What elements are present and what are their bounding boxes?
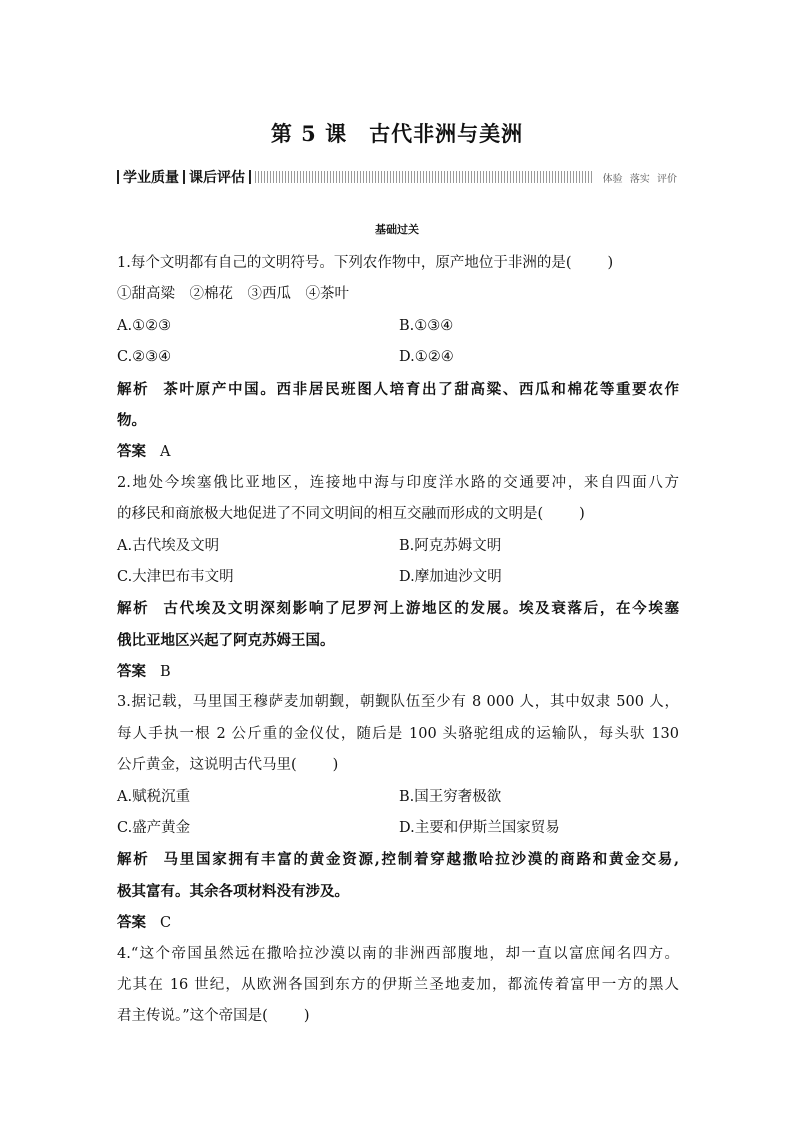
option-row xyxy=(117,531,679,562)
section-title: 基础过关 xyxy=(375,223,419,236)
analysis-text: 解析 马里国家拥有丰富的黄金资源,控制着穿越撒哈拉沙漠的商路和黄金交易, xyxy=(117,851,680,869)
answer-value: B xyxy=(160,664,171,681)
option-b: B.阿克苏姆文明 xyxy=(399,537,502,554)
answer-line: 答案 B xyxy=(117,663,171,681)
option-c: C.盛产黄金 xyxy=(117,820,191,837)
banner-label-review: 课后评估 xyxy=(189,170,245,186)
banner-pattern xyxy=(255,171,593,183)
question-stem: 2.地处今埃塞俄比亚地区，连接地中海与印度洋水路的交通要冲，来自四面八方 xyxy=(117,474,679,491)
page-title xyxy=(0,118,794,148)
analysis-text: 解析 茶叶原产中国。西非居民班图人培育出了甜高粱、西瓜和棉花等重要农作 xyxy=(117,380,680,398)
option-row xyxy=(117,562,679,593)
option-a: A.赋税沉重 xyxy=(117,788,191,805)
banner-tag: 评价 xyxy=(657,173,677,185)
option-row xyxy=(117,311,679,342)
answer-line: 答案 A xyxy=(117,443,171,461)
banner-divider xyxy=(249,170,251,184)
question-stem: 尤其在 16 世纪，从欧洲各国到东方的伊斯兰圣地麦加，都流传着富甲一方的黑人 xyxy=(117,976,679,993)
analysis-text: 俄比亚地区兴起了阿克苏姆王国。 xyxy=(117,631,335,649)
option-b: B.国王穷奢极欲 xyxy=(399,788,502,805)
option-a: A.古代埃及文明 xyxy=(117,537,220,554)
option-row xyxy=(117,342,679,373)
answer-value: C xyxy=(160,915,172,932)
analysis-text: 物。 xyxy=(117,411,146,429)
answer-line: 答案 C xyxy=(117,914,172,932)
question-stem: 1.每个文明都有自己的文明符号。下列农作物中，原产地位于非洲的是( ) xyxy=(117,255,614,271)
analysis-text: 极其富有。其余各项材料没有涉及。 xyxy=(117,882,349,900)
question-stem: 君主传说。”这个帝国是( ) xyxy=(117,1008,310,1025)
lesson-name: 古代非洲与美洲 xyxy=(369,121,524,146)
option-b: B.①③④ xyxy=(399,317,454,334)
answer-value: A xyxy=(160,444,171,461)
banner-tag: 体验 xyxy=(602,173,623,185)
option-c: C.②③④ xyxy=(117,349,172,366)
banner-tag: 落实 xyxy=(629,173,650,185)
option-d: D.①②④ xyxy=(399,349,454,366)
analysis-text: 解析 古代埃及文明深刻影响了尼罗河上游地区的发展。埃及衰落后，在今埃塞 xyxy=(117,600,680,618)
option-d: D.主要和伊斯兰国家贸易 xyxy=(399,820,560,837)
question-items: ①甜高粱 ②棉花 ③西瓜 ④茶叶 xyxy=(117,286,349,303)
question-stem: 3.据记载，马里国王穆萨麦加朝觐，朝觐队伍至少有 8 000 人，其中奴隶 500 人， xyxy=(117,694,679,711)
question-stem: 公斤黄金，这说明古代马里( ) xyxy=(117,757,339,774)
option-row xyxy=(117,813,679,844)
option-a: A.①②③ xyxy=(117,317,172,334)
option-row xyxy=(117,782,679,813)
question-list xyxy=(117,248,679,1033)
question-stem: 4.“这个帝国虽然远在撒哈拉沙漠以南的非洲西部腹地，却一直以富庶闻名四方。 xyxy=(117,945,679,962)
banner-tags xyxy=(597,170,677,185)
banner-label-quality: 学业质量 xyxy=(123,170,179,186)
option-c: C.大津巴布韦文明 xyxy=(117,568,234,585)
section-banner xyxy=(117,168,677,186)
option-d: D.摩加迪沙文明 xyxy=(399,568,502,585)
question-stem: 每人手执一根 2 公斤重的金仪仗，随后是 100 头骆驼组成的运输队，每头驮 130 xyxy=(117,725,679,742)
lesson-number: 第 5 课 xyxy=(270,121,348,146)
question-stem: 的移民和商旅极大地促进了不同文明间的相互交融而形成的文明是( ) xyxy=(117,506,585,523)
